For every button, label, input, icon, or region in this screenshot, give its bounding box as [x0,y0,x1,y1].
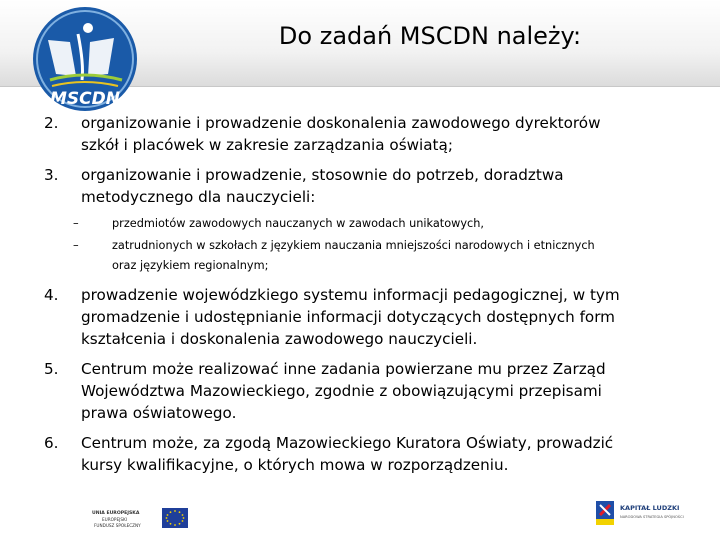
sub-item-text-line: przedmiotów zawodowych nauczanych w zawodach unikatowych, [112,217,485,230]
item-text-line: Województwa Mazowieckiego, zgodnie z obowiązującymi przepisami [81,382,602,400]
sub-item-text-line: zatrudnionych w szkołach z językiem nauczania mniejszości narodowych i etnicznych [112,239,595,252]
dash-bullet: – [73,239,79,252]
item-text-line: organizowanie i prowadzenie, stosownie do potrzeb, doradztwa [81,166,564,184]
item-number: 3. [44,166,59,184]
item-text-line: szkół i placówek w zakresie zarządzania oświatą; [81,136,453,154]
kl-label-2: NARODOWA STRATEGIA SPÓJNOŚCI [620,515,684,519]
item-number: 6. [44,434,59,452]
item-text-line: prawa oświatowego. [81,404,237,422]
item-number: 2. [44,114,59,132]
kapital-ludzki-logo [594,497,704,533]
page-title: Do zadań MSCDN należy: [278,22,582,50]
item-text-line: gromadzenie i udostępnianie informacji dotyczących dostępnych form [81,308,615,326]
item-text-line: metodycznego dla nauczycieli: [81,188,316,206]
eu-logo [92,506,192,536]
eu-label-2: EUROPEJSKI [102,517,127,522]
mscdn-logo [18,4,152,122]
eu-label-3: FUNDUSZ SPOŁECZNY [94,523,141,528]
item-text-line: organizowanie i prowadzenie doskonalenia zawodowego dyrektorów [81,114,601,132]
item-text-line: kształcenia i doskonalenia zawodowego nauczycieli. [81,330,478,348]
item-text-line: Centrum może, za zgodą Mazowieckiego Kuratora Oświaty, prowadzić [81,434,614,452]
eu-label-1: UNIA EUROPEJSKA [92,511,140,516]
item-text-line: Centrum może realizować inne zadania powierzane mu przez Zarząd [81,360,606,378]
dash-bullet: – [73,217,79,230]
logo-text: MSCDN [50,89,120,109]
item-text-line: kursy kwalifikacyjne, o których mowa w rozporządzeniu. [81,456,509,474]
item-number: 4. [44,286,59,304]
item-number: 5. [44,360,59,378]
sub-item-text-line: oraz językiem regionalnym; [112,259,269,272]
item-text-line: prowadzenie wojewódzkiego systemu informacji pedagogicznej, w tym [81,286,620,304]
kl-label-1: KAPITAŁ LUDZKI [620,504,680,512]
